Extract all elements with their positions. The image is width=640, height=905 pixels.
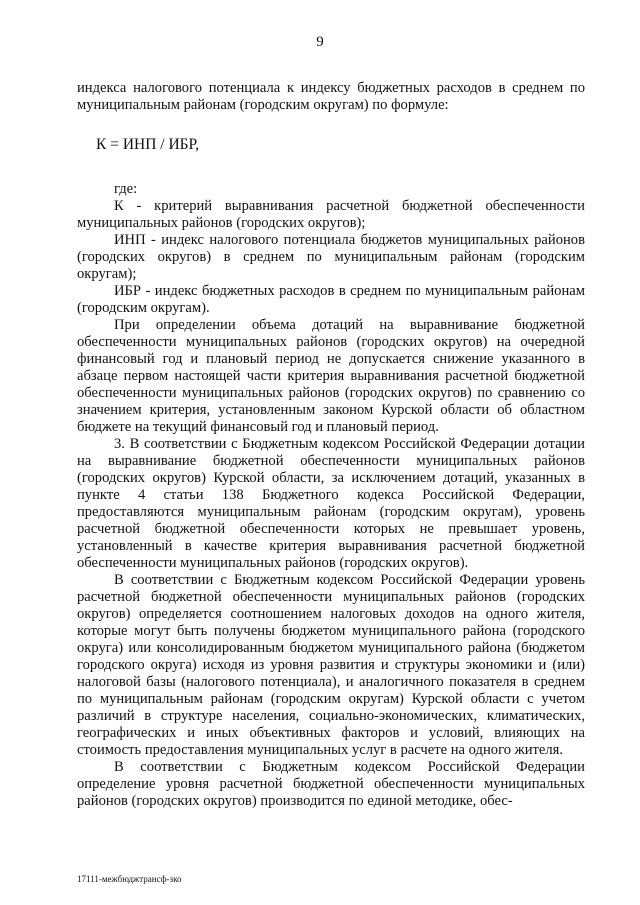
- paragraph-intro: индекса налогового потенциала к индексу бюджетных расходов в среднем по муниципальным районам (городским округам) по формуле:: [77, 80, 585, 113]
- footer-code: 17111-межбюджтрансф-зко: [77, 874, 182, 884]
- formula: К = ИНП / ИБР,: [96, 136, 200, 153]
- definition-inp: ИНП - индекс налогового потенциала бюджетов муниципальных районов (городских округов) в среднем по муниципальным районам (городским округам);: [77, 232, 585, 282]
- definition-k: К - критерий выравнивания расчетной бюджетной обеспеченности муниципальных районов (городских округов);: [77, 198, 585, 231]
- paragraph-budget-level: В соответствии с Бюджетным кодексом Российской Федерации уровень расчетной бюджетной обеспеченности муниципальных районов (городских округов) определяется соотношением налоговых доходов на одного жителя, которые могут быть получены бюджетом муниципального района (городского округа) или консолидированным бюджетом муниципального района (бюджетом городского округа) исходя из уровня развития и структуры экономики и (или) налоговой базы (налогового потенциала), и аналогичного показателя в среднем по муниципальным районам (городским округам) Курской области с учетом различий в структуре населения, социально-экономических, климатических, географических и иных объективных факторов и условий, влияющих на стоимость предоставления муниципальных услуг в расчете на одного жителя.: [77, 572, 585, 758]
- definition-ibr: ИБР - индекс бюджетных расходов в среднем по муниципальным районам (городским округам).: [77, 283, 585, 316]
- document-body: [77, 80, 585, 810]
- paragraph-section-3: 3. В соответствии с Бюджетным кодексом Российской Федерации дотации на выравнивание бюджетной обеспеченности муниципальных районов (городских округов) Курской области, за исключением дотаций, указанных в пункте 4 статьи 138 Бюджетного кодекса Российской Федерации, предоставляются муниципальным районам (городским округам), уровень расчетной бюджетной обеспеченности которых не превышает уровень, установленный в качестве критерия выравнивания расчетной бюджетной обеспеченности муниципальных районов (городских округов).: [77, 436, 585, 571]
- page-number: 9: [316, 34, 324, 50]
- paragraph-methodology: В соответствии с Бюджетным кодексом Российской Федерации определение уровня расчетной бюджетной обеспеченности муниципальных районов (городских округов) производится по единой методике, обес-: [77, 759, 585, 809]
- paragraph-criterion-decrease: При определении объема дотаций на выравнивание бюджетной обеспеченности муниципальных районов (городских округов) на очередной финансовый год и плановый период не допускается снижение указанного в абзаце первом настоящей части критерия выравнивания расчетной бюджетной обеспеченности муниципальных районов (городских округов) по сравнению со значением критерия, установленным законом Курской области об областном бюджете на текущий финансовый год и плановый период.: [77, 317, 585, 435]
- where-label: где:: [114, 181, 138, 197]
